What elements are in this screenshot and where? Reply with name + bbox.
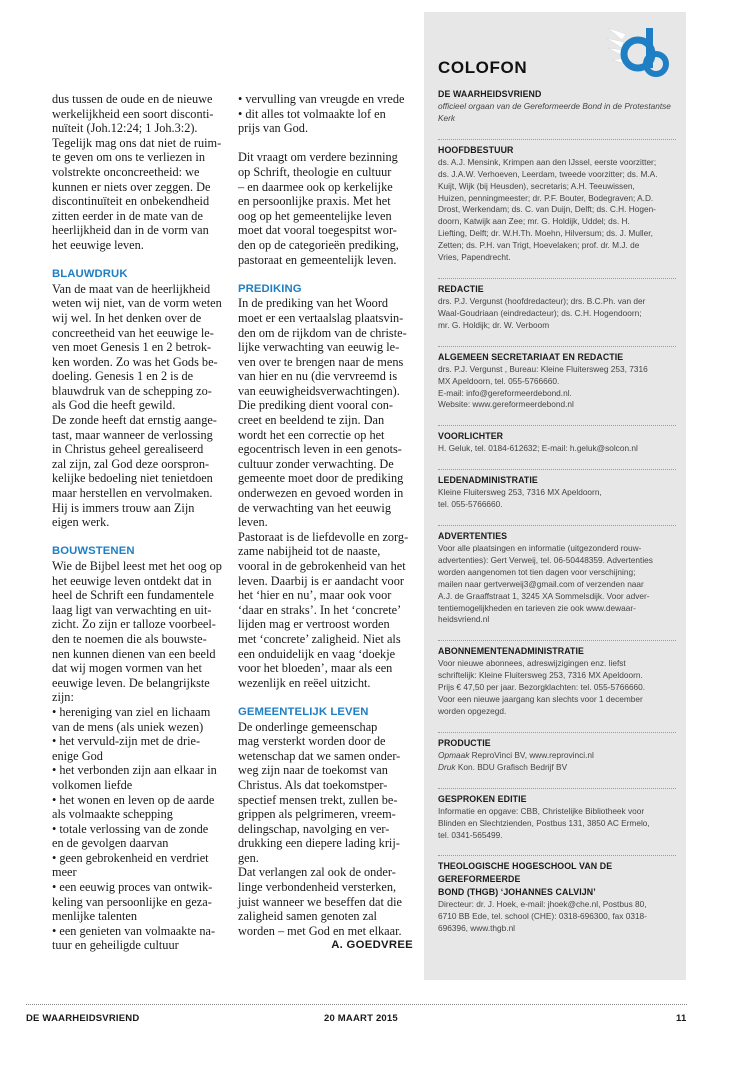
colofon-line: Website: www.gereformeerdebond.nl — [438, 399, 574, 410]
colofon-line: tentiemogelijkheden en tarieven zie ook www.dewaar- — [438, 602, 636, 613]
colofon-line: heidsvriend.nl — [438, 614, 490, 625]
text-line: leven. — [238, 515, 268, 530]
colofon-line: tel. 0341-565499. — [438, 829, 503, 840]
text-line: ‘daar en straks’. In het ‘concrete’ — [238, 602, 402, 617]
text-line: ven moet Genesis 1 en 2 betrok- — [52, 340, 212, 355]
text-line: laag ligt van verwachting en uit- — [52, 602, 212, 617]
text-line: ven over te brengen naar de mens — [238, 354, 404, 369]
colofon-line: doorn, Katwijk aan Zee; mr. G. Holdijk, Uddel; ds. H. — [438, 216, 630, 227]
heading-gemeentelijk-leven: GEMEENTELIJK LEVEN — [238, 705, 369, 718]
text-line: keling van persoonlijke en geza- — [52, 894, 212, 909]
text-line: blauwdruk van de schepping zo- — [52, 383, 212, 398]
colofon-line: officieel orgaan van de Gereformeerde Bond in de Protestantse — [438, 101, 671, 111]
text-line: drukking een diepere lading krij- — [238, 836, 400, 851]
paragraph-blauwdruk — [52, 282, 227, 530]
text-line: tast, maar wanneer de verlossing — [52, 427, 213, 442]
colofon-line: mr. G. Holdijk; dr. W. Verboom — [438, 319, 550, 330]
colofon-line: H. Geluk, tel. 0184-612632; E-mail: h.geluk@solcon.nl — [438, 443, 638, 454]
text-line: en de gevolgen daarvan — [52, 836, 169, 851]
colofon-section — [438, 469, 676, 511]
text-line: tuur en geheiligde cultuur — [52, 938, 179, 953]
text-line: weg zijn naar de toekomst van — [238, 763, 388, 778]
text-line: gen. — [238, 850, 259, 865]
colofon-section-heading: ADVERTENTIES — [438, 531, 508, 542]
text-line: volkomen liefde — [52, 777, 133, 792]
colofon-section-heading: HOOFDBESTUUR — [438, 144, 514, 155]
colofon-section — [438, 278, 676, 332]
text-line: Pastoraat is de liefdevolle en zorg- — [238, 529, 409, 544]
colofon-section-heading: VOORLICHTER — [438, 431, 504, 442]
colofon-section-heading: REDACTIE — [438, 283, 484, 294]
colofon-line: A.J. de Graaffstraat 1, 3245 XA Sommelsdijk. Voor adver- — [438, 590, 650, 601]
colofon-section-heading: LEDENADMINISTRATIE — [438, 475, 538, 486]
colofon-section — [438, 525, 676, 626]
text-line: vooral in de gebrokenheid van het — [238, 559, 406, 573]
article-column-1 — [52, 92, 227, 953]
text-line: maar herstellen en vervolmaken. — [52, 486, 213, 501]
colofon-line: Liefting, Delft; dr. W.H.Th. Moehn, Hilversum; ds. J. Muller, — [438, 228, 653, 239]
text-line: discontinuïteit en onbekendheid — [52, 194, 210, 209]
text-line: • geen gebrokenheid en verdriet — [52, 850, 209, 865]
text-line: in Christus geheel gerealiseerd — [52, 442, 204, 457]
colofon-line: advertenties): Gert Verweij, tel. 06-50448359. Advertenties — [438, 554, 653, 565]
colofon-section — [438, 732, 676, 774]
text-line: Van de maat van de heerlijkheid — [52, 281, 211, 296]
text-line: linge verbondenheid versterken, — [238, 880, 397, 895]
text-line: het eeuwige leven ontdekt dat in — [52, 573, 212, 588]
text-line: en persoonlijke praxis. Met het — [238, 194, 391, 209]
text-line: nen kunnen dienen van een beeld — [52, 646, 216, 661]
text-line: delingschap, navolging en ver- — [238, 821, 390, 836]
colofon-line: Directeur: dr. J. Hoek, e-mail: jhoek@che.nl, Postbus 80, — [438, 899, 647, 910]
text-line: • het vervuld-zijn met de drie- — [52, 734, 201, 749]
text-line: van eeuwigheidsverwachtingen). — [238, 383, 400, 398]
text-line: het ‘hier en nu’, maar ook voor — [238, 588, 392, 603]
colofon-line: Informatie en opgave: CBB, Christelijke Bibliotheek voor — [438, 805, 645, 816]
text-line: wij wel. In het denken over de — [52, 310, 202, 325]
heading-bouwstenen: BOUWSTENEN — [52, 545, 135, 558]
colofon-section — [438, 346, 676, 412]
text-line: creet en beeldend te zijn. Dan — [238, 413, 385, 428]
colofon-line: tel. 055-5766660. — [438, 499, 503, 510]
colofon-line: 6710 BB Ede, tel. school (CHE): 0318-696300, fax 0318- — [438, 911, 647, 922]
colofon-line: ds. J.A.W. Verhoeven, Leerdam, tweede voorzitter; ds. M.A. — [438, 168, 658, 179]
text-line: nuïteit (Joh.12:24; 1 Joh.3:2). — [52, 121, 198, 136]
text-line: van de mens (als uniek wezen) — [52, 719, 204, 734]
text-line: heerlijkheid dan in de vorm van — [52, 223, 209, 238]
text-line: enige God — [52, 748, 103, 763]
colofon-line: drs. P.J. Vergunst (hoofdredacteur); drs. B.C.Ph. van der — [438, 295, 646, 306]
text-line: cultuur zonder verwachting. De — [238, 456, 394, 471]
text-line: een onduidelijk en vaag ‘doekje — [238, 646, 396, 661]
colofon-line: Drost, Werkendam; ds. C. van Duijn, Delft; ds. C.H. Hogen- — [438, 204, 656, 215]
colofon-section-heading: GESPROKEN EDITIE — [438, 793, 527, 804]
text-line: spectief mensen trekt, zullen be- — [238, 792, 398, 807]
colofon-line: Opmaak ReproVinci BV, www.reprovinci.nl — [438, 749, 594, 760]
text-line: zitten eerder in de mate van de — [52, 208, 203, 223]
colofon-section-heading: DE WAARHEIDSVRIEND — [438, 89, 542, 99]
colofon-section — [438, 84, 676, 125]
colofon-line: worden opgezegd. — [438, 706, 507, 716]
colofon-line: drs. P.J. Vergunst , Bureau: Kleine Fluitersweg 253, 7316 — [438, 363, 648, 374]
text-line: concreetheid van het eeuwige le- — [52, 325, 214, 340]
colofon-line: Kleine Fluitersweg 253, 7316 MX Apeldoorn, — [438, 487, 602, 498]
colofon-line: schriftelijk: Kleine Fluitersweg 253, 7316 MX Apeldoorn. — [438, 670, 643, 681]
paragraph-intro — [52, 92, 227, 253]
heading-prediking: PREDIKING — [238, 282, 302, 295]
colofon-line: Voor een nieuwe jaargang kan slechts voor 1 december — [438, 694, 643, 705]
text-line: De zonde heeft dat ernstig aange- — [52, 413, 217, 428]
colofon-sections — [438, 84, 676, 949]
colofon-line: Blinden en Slechtzienden, Postbus 131, 3850 AC Ermelo, — [438, 817, 650, 828]
footer-page-number: 11 — [676, 1013, 687, 1024]
text-line: wezenlijk en reëel uitzicht. — [238, 675, 371, 690]
text-line: Christus. Als dat toekomstper- — [238, 777, 388, 792]
colofon-line: worden aangenomen tot tien dagen voor verschijning; — [438, 566, 636, 577]
text-line: prijs van God. — [238, 121, 309, 136]
colofon-section-heading: THEOLOGISCHE HOGESCHOOL VAN DE GEREFORMEERDE — [438, 861, 613, 885]
heading-blauwdruk: BLAUWDRUK — [52, 268, 128, 281]
paragraph-bezinning — [238, 150, 413, 267]
text-line: heel de Schrift een fundamentele — [52, 588, 214, 603]
colofon-line: Vries, Papendrecht. — [438, 252, 511, 263]
colofon-line: E-mail: info@gereformeerdebond.nl. — [438, 387, 572, 398]
text-line: • een genieten van volmaakte na- — [52, 923, 216, 938]
text-line: • hereniging van ziel en lichaam — [52, 704, 211, 719]
text-line: Die prediking dient vooral con- — [238, 398, 394, 413]
text-line: mag versterkt worden door de — [238, 734, 386, 749]
colofon-line: Zetten; ds. P.H. van Trigt, Hoevelaken; prof. dr. M.J. de — [438, 240, 640, 251]
text-line: lijke verwachting van eeuwig le- — [238, 340, 400, 355]
text-line: zicht. Zo zijn er talloze voorbeel- — [52, 617, 216, 632]
footer-date: 20 MAART 2015 — [324, 1013, 398, 1024]
text-line: volstrekte onconcreetheid: we — [52, 164, 200, 179]
colofon-line: 696396, www.thgb.nl — [438, 923, 516, 934]
footer-divider — [26, 1004, 687, 1005]
text-line: eeuwige leven. De belangrijkste — [52, 675, 210, 690]
text-line: doeling. Genesis 1 en 2 is de — [52, 369, 194, 384]
text-line: moet er een vertaalslag plaatsvin- — [238, 310, 404, 325]
colofon-section — [438, 425, 676, 455]
colofon-line: Kuijt, Wijk (bij Heusden), secretaris; A.H. Teeuwissen, — [438, 180, 635, 191]
bullet-list-col1 — [52, 705, 227, 953]
text-line: pastoraat en gemeentelijk leven. — [238, 252, 397, 267]
text-line: op Schrift, theologie en cultuur — [238, 164, 392, 179]
text-line: oog op het gemeentelijke leven — [238, 208, 392, 223]
text-line: • het wonen en leven op de aarde — [52, 792, 215, 807]
text-line: werkelijkheid een soort disconti- — [52, 106, 214, 121]
text-line: gemeente moet door de prediking — [238, 471, 404, 486]
text-line: den op de categorieën prediking, — [238, 237, 399, 252]
colofon-line: Voor nieuwe abonnees, adreswijzigingen enz. liefst — [438, 658, 626, 669]
text-line: met ‘concrete’ zaligheid. Niet als — [238, 631, 401, 646]
text-line: • het verbonden zijn aan elkaar in — [52, 763, 217, 778]
colofon-section-heading: PRODUCTIE — [438, 737, 491, 748]
text-line: als volmaakte schepping — [52, 807, 173, 822]
text-line: dat wij mogen vormen van het — [52, 661, 202, 676]
colofon-line: Waal-Goudriaan (eindredacteur); ds. C.H. Hogendoorn; — [438, 307, 642, 318]
text-line: voor het bloeden’, maar als een — [238, 661, 393, 676]
colofon-section — [438, 788, 676, 842]
text-line: zame nabijheid tot de naaste, — [238, 544, 381, 559]
colofon-section — [438, 640, 676, 718]
colofon-line: Kerk — [438, 112, 456, 123]
text-line: meer — [52, 865, 77, 880]
author-signature: A. GOEDVREE — [331, 939, 413, 952]
colofon-title: COLOFON — [438, 58, 528, 77]
text-line: eigen werk. — [52, 515, 110, 530]
text-line: Wie de Bijbel leest met het oog op — [52, 559, 222, 573]
colofon-line: MX Apeldoorn, tel. 055-5766660. — [438, 375, 560, 386]
text-line: weten wij niet, van de vorm weten — [52, 296, 222, 311]
text-line: zal zijn, zal God deze oorspron- — [52, 456, 210, 471]
text-line: den te noemen die als bouwste- — [52, 631, 207, 646]
paragraph-gemeentelijk-leven — [238, 720, 413, 939]
colofon-line: Prijs € 47,50 per jaar. Bezorgklachten: tel. 055-5766660. — [438, 682, 646, 693]
text-line: Tegelijk mag ons dat niet de ruim- — [52, 135, 222, 150]
text-line: onderwezen en gevoed worden in — [238, 486, 404, 501]
colofon-section-heading-cont: BOND (THGB) ‘JOHANNES CALVIJN’ — [438, 887, 596, 898]
text-line: lijden mag er vertroost worden — [238, 617, 390, 632]
colofon-sidebar — [424, 12, 686, 980]
text-line: • totale verlossing van de zonde — [52, 821, 209, 836]
colofon-line: Huizen, penningmeester; dr. P.F. Bouter, Bodegraven; A.D. — [438, 192, 654, 203]
paragraph-prediking — [238, 296, 413, 690]
text-line: • vervulling van vreugde en vrede — [238, 92, 405, 106]
colofon-line: ds. A.J. Mensink, Krimpen aan den IJssel, eerste voorzitter; — [438, 156, 657, 167]
article-column-2 — [238, 92, 413, 953]
colofon-section — [438, 855, 676, 935]
text-line: van hier en nu (die vervreemd is — [238, 369, 398, 384]
text-line: juist wanneer we beseffen dat die — [238, 894, 403, 909]
footer-publication: DE WAARHEIDSVRIEND — [26, 1013, 140, 1024]
text-line: ken worden. Zo was het Gods be- — [52, 354, 218, 369]
text-line: menlijke talenten — [52, 909, 138, 924]
text-line: worden – met God en met elkaar. — [238, 923, 402, 938]
text-line: het eeuwige leven. — [52, 237, 144, 252]
gereformeerde-bond-logo-icon — [604, 24, 670, 80]
text-line: dus tussen de oude en de nieuwe — [52, 92, 213, 106]
colofon-section-heading: ALGEMEEN SECRETARIAAT EN REDACTIE — [438, 351, 624, 362]
text-line: – en daarmee ook op kerkelijke — [238, 179, 393, 194]
text-line: egocentrisch leven in een genots- — [238, 442, 402, 457]
text-line: • dit alles tot volmaakte lof en — [238, 106, 386, 121]
text-line: zaligheid samen genoten zal — [238, 909, 377, 924]
text-line: de verwachting van het eeuwig — [238, 500, 391, 515]
text-line: te geven om ons te verliezen in — [52, 150, 205, 165]
text-line: In de prediking van het Woord — [238, 296, 389, 311]
text-line: grippen als pelgrimeren, vreem- — [238, 807, 396, 822]
text-line: wordt het een correctie op het — [238, 427, 385, 442]
colofon-line: Druk Kon. BDU Grafisch Bedrijf BV — [438, 761, 568, 772]
text-line: Hij is immers trouw aan Zijn — [52, 500, 195, 515]
text-line: kelijke bedoeling niet tenietdoen — [52, 471, 213, 486]
text-line: kunnen er niets over zeggen. De — [52, 179, 211, 194]
text-line: leven. Daarbij is er aandacht voor — [238, 573, 404, 588]
bullet-list-col2 — [238, 92, 413, 136]
paragraph-bouwstenen — [52, 559, 227, 705]
text-line: den om de rijkdom van de christe- — [238, 325, 407, 340]
colofon-line: Voor alle plaatsingen en informatie (uitgezonderd rouw- — [438, 543, 642, 554]
text-line: De onderlinge gemeenschap — [238, 719, 378, 734]
colofon-line: mailen naar gertverweij3@gmail.com of verzenden naar — [438, 578, 644, 589]
colofon-section — [438, 139, 676, 264]
text-line: wetenschap dat we samen onder- — [238, 748, 401, 763]
text-line: moet dat vooral toegespitst wor- — [238, 223, 397, 238]
text-line: • een eeuwig proces van ontwik- — [52, 880, 213, 895]
text-line: Dit vraagt om verdere bezinning — [238, 150, 398, 165]
text-line: zijn: — [52, 690, 74, 705]
text-line: als God die heeft gewild. — [52, 398, 176, 413]
text-line: Dat verlangen zal ook de onder- — [238, 865, 396, 880]
colofon-section-heading: ABONNEMENTENADMINISTRATIE — [438, 646, 585, 657]
